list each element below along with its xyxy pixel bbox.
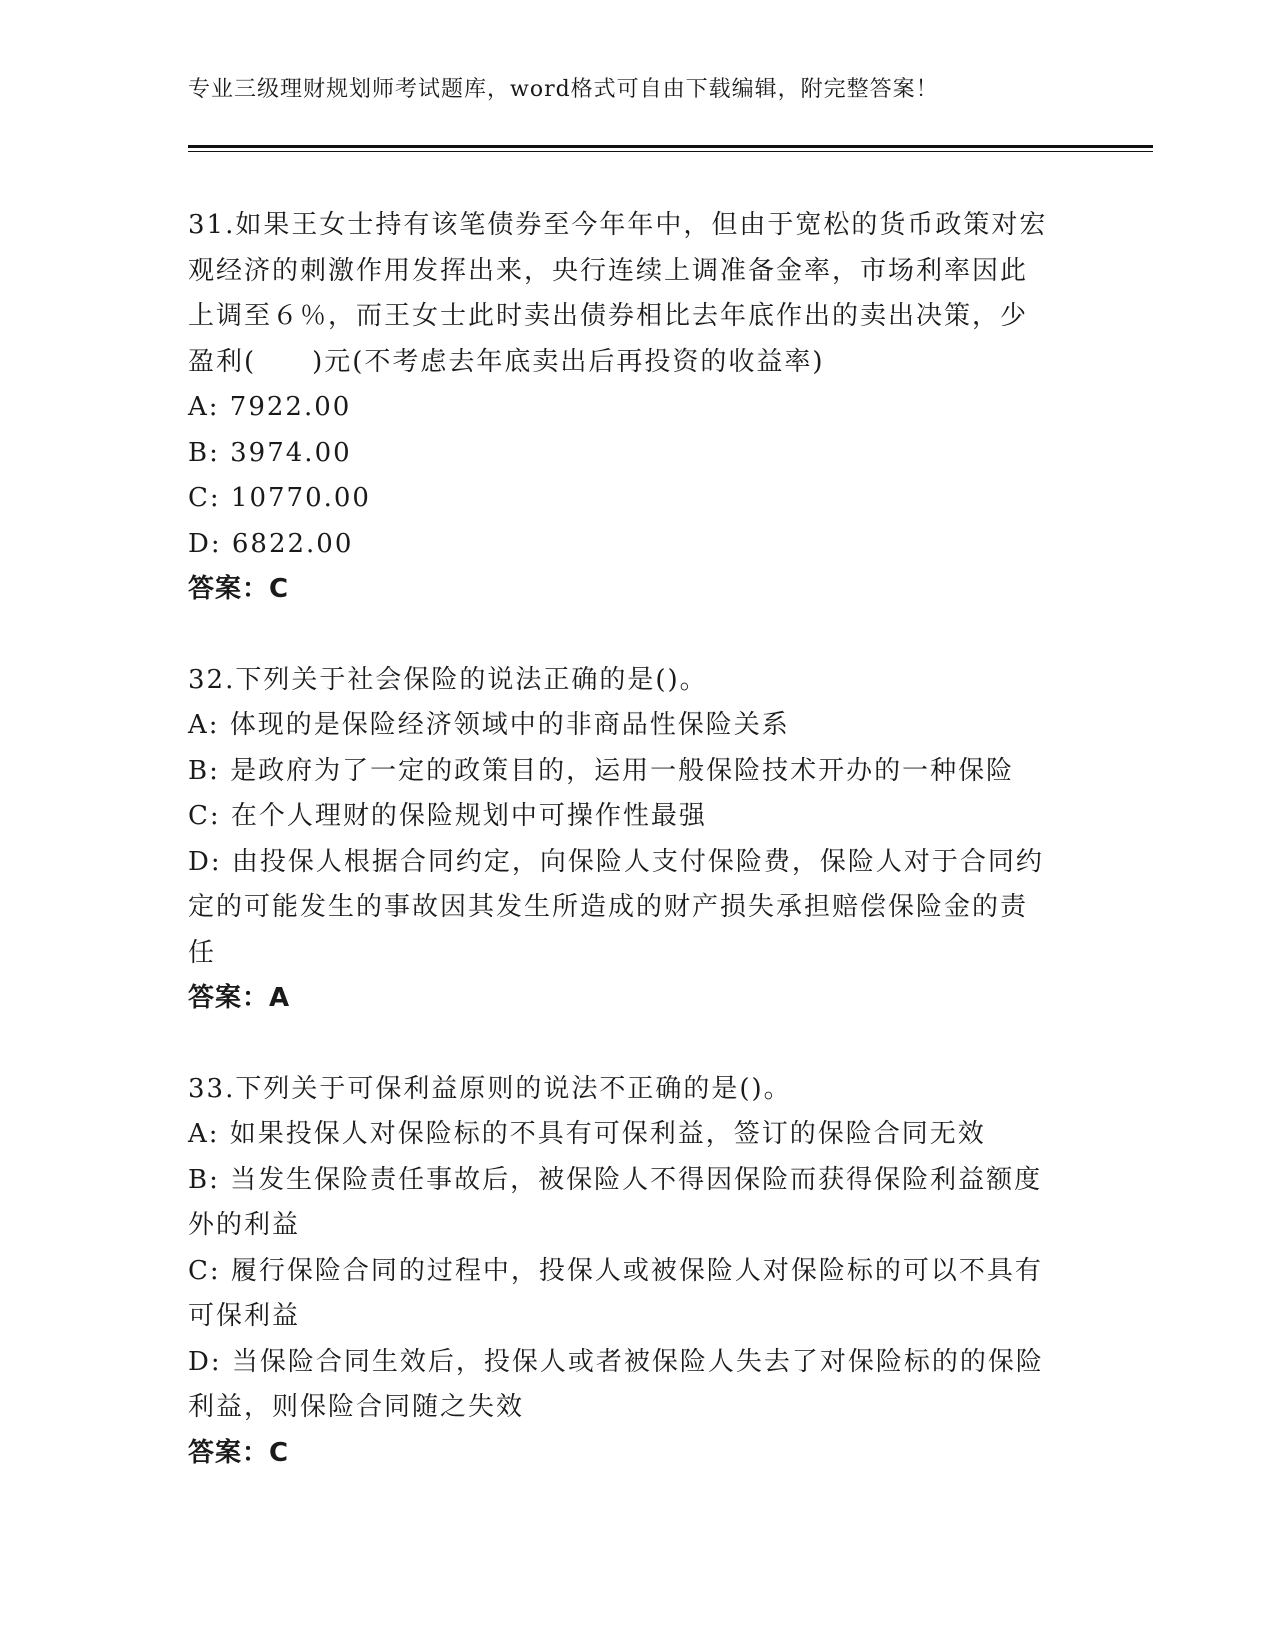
option-b: B: 3974.00 <box>188 437 352 468</box>
option-d-continued: 定的可能发生的事故因其发生所造成的财产损失承担赔偿保险金的责 <box>188 892 1029 922</box>
option-d: D: 6822.00 <box>188 528 354 559</box>
question-stem-line: 观经济的刺激作用发挥出来，央行连续上调准备金率，市场利率因此 <box>188 255 1029 286</box>
question-32 <box>188 658 1088 1022</box>
answer-label: 答案：A <box>188 983 291 1013</box>
option-d-continued: 任 <box>188 937 217 968</box>
option-c-continued: 可保利益 <box>188 1301 301 1331</box>
option-c: C: 在个人理财的保险规划中可操作性最强 <box>188 801 707 831</box>
option-a: A: 7922.00 <box>188 392 352 422</box>
question-stem-line: 上调至６％，而王女士此时卖出债券相比去年底作出的卖出决策，少 <box>188 301 1029 331</box>
question-31 <box>188 203 1088 613</box>
option-b: B: 当发生保险责任事故后，被保险人不得因保险而获得保险利益额度 <box>188 1164 1043 1195</box>
question-33 <box>188 1067 1088 1477</box>
header-divider-thin <box>188 151 1153 152</box>
option-a: A: 如果投保人对保险标的不具有可保利益，签订的保险合同无效 <box>188 1119 986 1149</box>
option-d-continued: 利益，则保险合同随之失效 <box>188 1392 525 1422</box>
question-stem-line: 33.下列关于可保利益原则的说法不正确的是()。 <box>188 1073 792 1104</box>
answer-label: 答案：C <box>188 1437 290 1468</box>
question-list <box>188 203 1088 1521</box>
question-stem-line: 32.下列关于社会保险的说法正确的是()。 <box>188 664 708 695</box>
option-c: C: 履行保险合同的过程中，投保人或被保险人对保险标的可以不具有 <box>188 1255 1043 1286</box>
option-a: A: 体现的是保险经济领域中的非商品性保险关系 <box>188 710 790 740</box>
question-stem-line: 31.如果王女士持有该笔债券至今年年中，但由于宽松的货币政策对宏 <box>188 210 1048 240</box>
header-divider <box>188 145 1153 148</box>
option-d: D: 当保险合同生效后，投保人或者被保险人失去了对保险标的的保险 <box>188 1346 1044 1377</box>
option-b: B: 是政府为了一定的政策目的，运用一般保险技术开办的一种保险 <box>188 755 1015 786</box>
page-header: 专业三级理财规划师考试题库，word格式可自由下载编辑，附完整答案！ <box>188 77 939 102</box>
option-b-continued: 外的利益 <box>188 1210 301 1240</box>
option-d: D: 由投保人根据合同约定，向保险人支付保险费，保险人对于合同约 <box>188 846 1044 877</box>
answer-label: 答案：C <box>188 574 290 604</box>
question-stem-line: 盈利( )元(不考虑去年底卖出后再投资的收益率) <box>188 346 825 377</box>
option-c: C: 10770.00 <box>188 483 371 513</box>
